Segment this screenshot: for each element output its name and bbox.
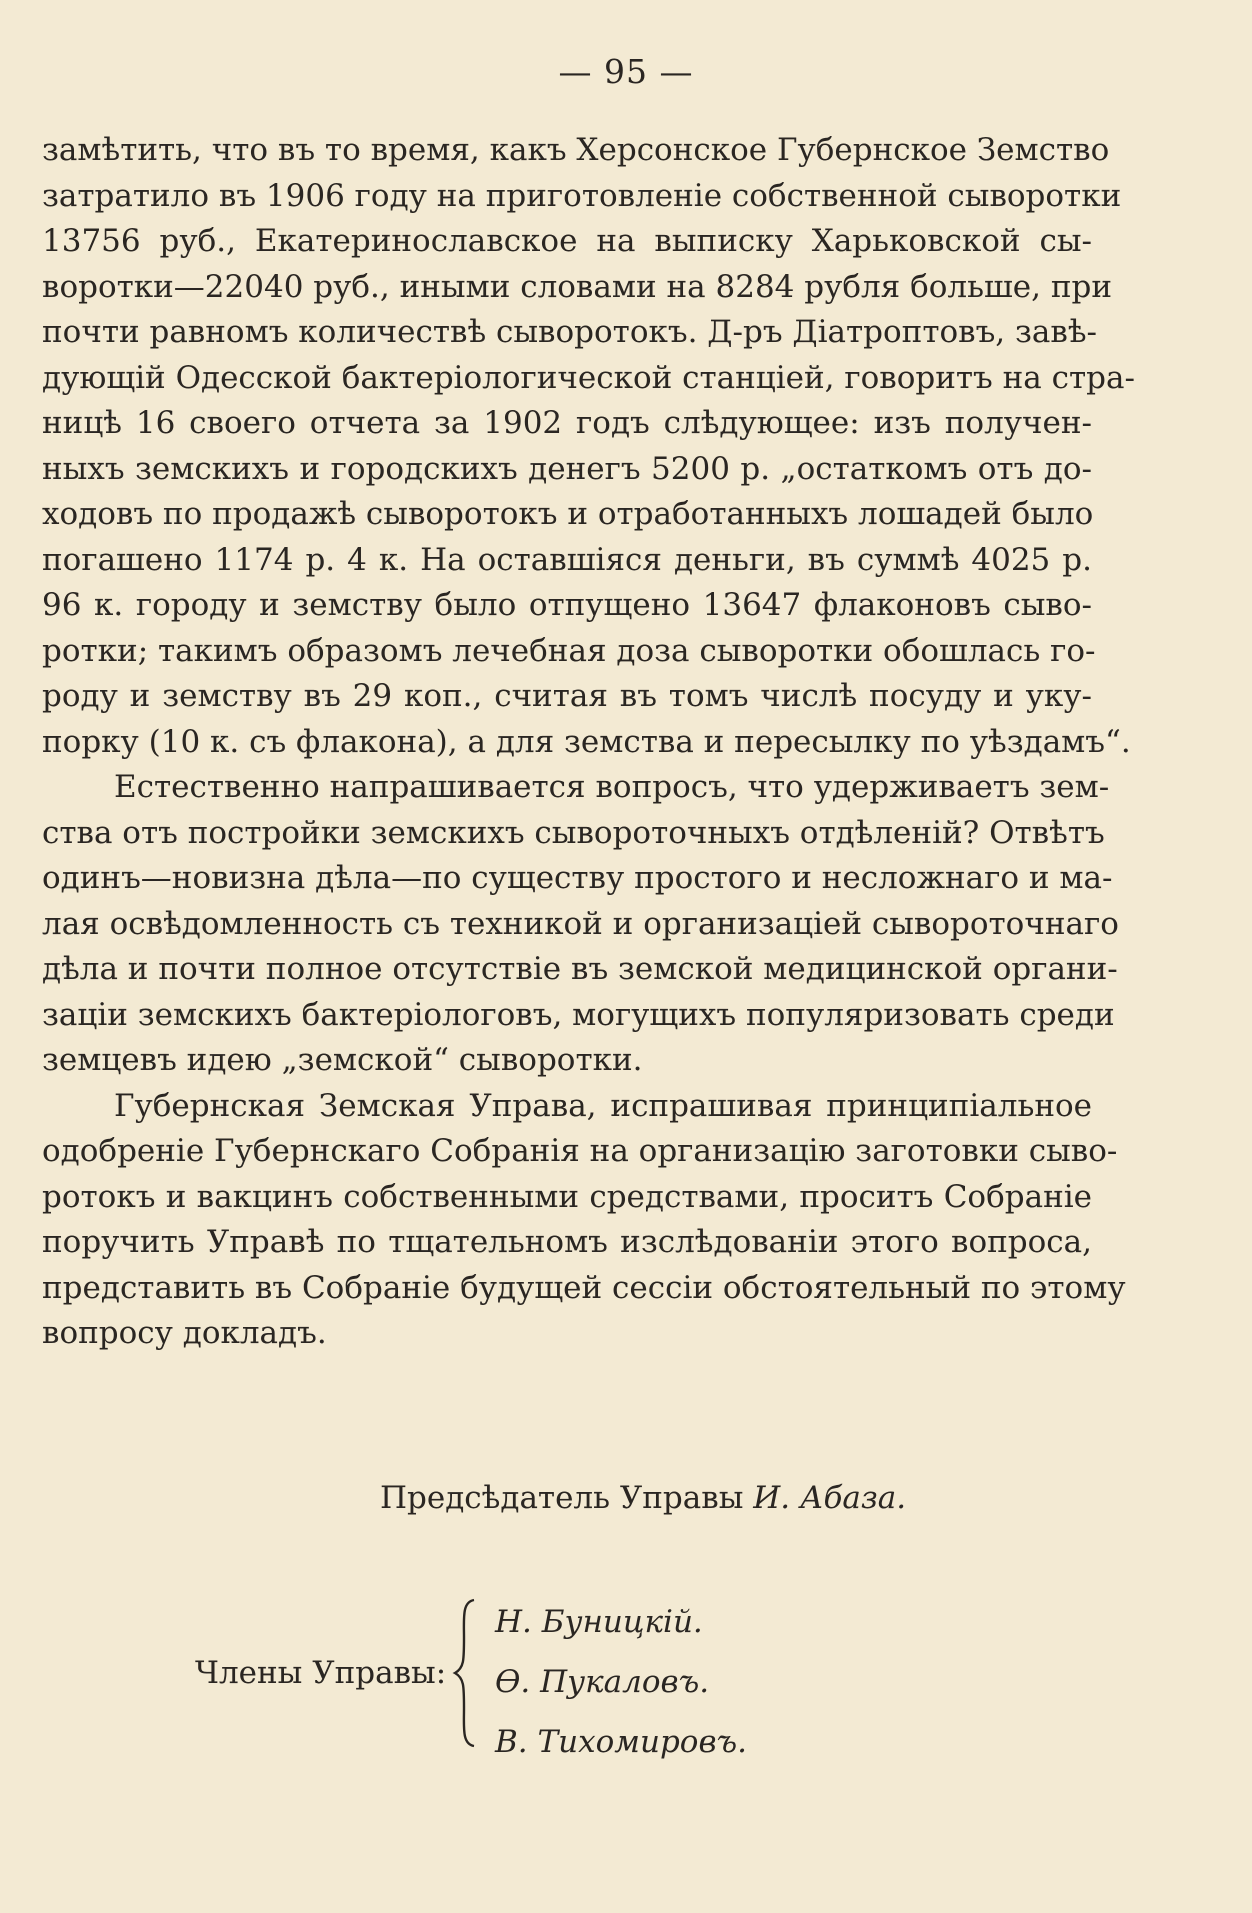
- text-line: заціи земскихъ бактеріологовъ, могущихъ популяризовать среди: [42, 996, 1115, 1033]
- paragraph: [42, 1084, 1126, 1357]
- text-line: представить въ Собраніе будущей сессіи обстоятельный по этому: [42, 1269, 1126, 1306]
- text-line: замѣтить, что въ то время, какъ Херсонское Губернское Земство: [42, 132, 1110, 168]
- text-line: 96 к. городу и земству было отпущено 13647 флаконовъ сыво-: [42, 587, 1092, 623]
- text-line: роду и земству въ 29 коп., считая въ томъ числѣ посуду и уку-: [42, 678, 1092, 714]
- text-line: Губернская Земская Управа, испрашивая принципіальное: [114, 1087, 1092, 1124]
- members-list: [495, 1592, 747, 1772]
- text-line: 13756 руб., Екатеринославское на выписку Харьковской сы-: [42, 223, 1092, 259]
- chairman-signature: [380, 1480, 906, 1516]
- text-line: дующій Одесской бактеріологической станціей, говоритъ на стра-: [42, 359, 1135, 396]
- text-line: поручить Управѣ по тщательномъ изслѣдованіи этого вопроса,: [42, 1224, 1092, 1260]
- curly-brace-icon: [452, 1598, 478, 1748]
- text-line: почти равномъ количествѣ сыворотокъ. Д-ръ Діатроптовъ, завѣ-: [42, 314, 1098, 350]
- text-line: дѣла и почти полное отсутствіе въ земской медицинской органи-: [42, 951, 1118, 987]
- paragraph: [42, 128, 1135, 765]
- text-line: одобреніе Губернскаго Собранія на организацію заготовки сыво-: [42, 1133, 1118, 1169]
- member-name: Ѳ. Пукаловъ.: [495, 1664, 710, 1700]
- text-line: воротки—22040 руб., иными словами на 8284 рубля больше, при: [42, 268, 1113, 305]
- text-line: Естественно напрашивается вопросъ, что удерживаетъ зем-: [114, 769, 1110, 805]
- text-line: затратило въ 1906 году на приготовленіе собственной сыворотки: [42, 177, 1122, 214]
- text-line: одинъ—новизна дѣла—по существу простого и несложнаго и ма-: [42, 860, 1113, 896]
- text-line: порку (10 к. съ флакона), а для земства и пересылку по уѣздамъ“.: [42, 723, 1131, 760]
- paragraph: [42, 765, 1119, 1084]
- text-line: вопросу докладъ.: [42, 1315, 327, 1351]
- text-line: лая освѣдомленность съ техникой и организаціей сывороточнаго: [42, 905, 1119, 942]
- text-line: ротки; такимъ образомъ лечебная доза сыворотки обошлась го-: [42, 632, 1096, 669]
- chairman-name: И. Абаза.: [753, 1480, 907, 1516]
- text-line: погашено 1174 р. 4 к. На оставшіяся деньги, въ суммѣ 4025 р.: [42, 541, 1092, 578]
- page-number: — 95 —: [558, 52, 694, 91]
- text-line: ства отъ постройки земскихъ сывороточныхъ отдѣленій? Отвѣтъ: [42, 814, 1105, 851]
- member-name: В. Тихомировъ.: [495, 1724, 748, 1760]
- text-line: ходовъ по продажѣ сыворотокъ и отработанныхъ лошадей было: [42, 496, 1094, 532]
- text-line: ныхъ земскихъ и городскихъ денегъ 5200 р. „остаткомъ отъ до-: [42, 450, 1092, 487]
- members-label: Члены Управы:: [195, 1655, 447, 1691]
- text-line: земцевъ идею „земской“ сыворотки.: [42, 1042, 643, 1078]
- body-text: [42, 128, 1135, 1357]
- text-line: ницѣ 16 своего отчета за 1902 годъ слѣдующее: изъ получен-: [42, 405, 1092, 441]
- member-name: Н. Буницкій.: [495, 1604, 703, 1640]
- chairman-label: Предсѣдатель Управы: [380, 1480, 744, 1516]
- text-line: ротокъ и вакцинъ собственными средствами, проситъ Собраніе: [42, 1178, 1092, 1215]
